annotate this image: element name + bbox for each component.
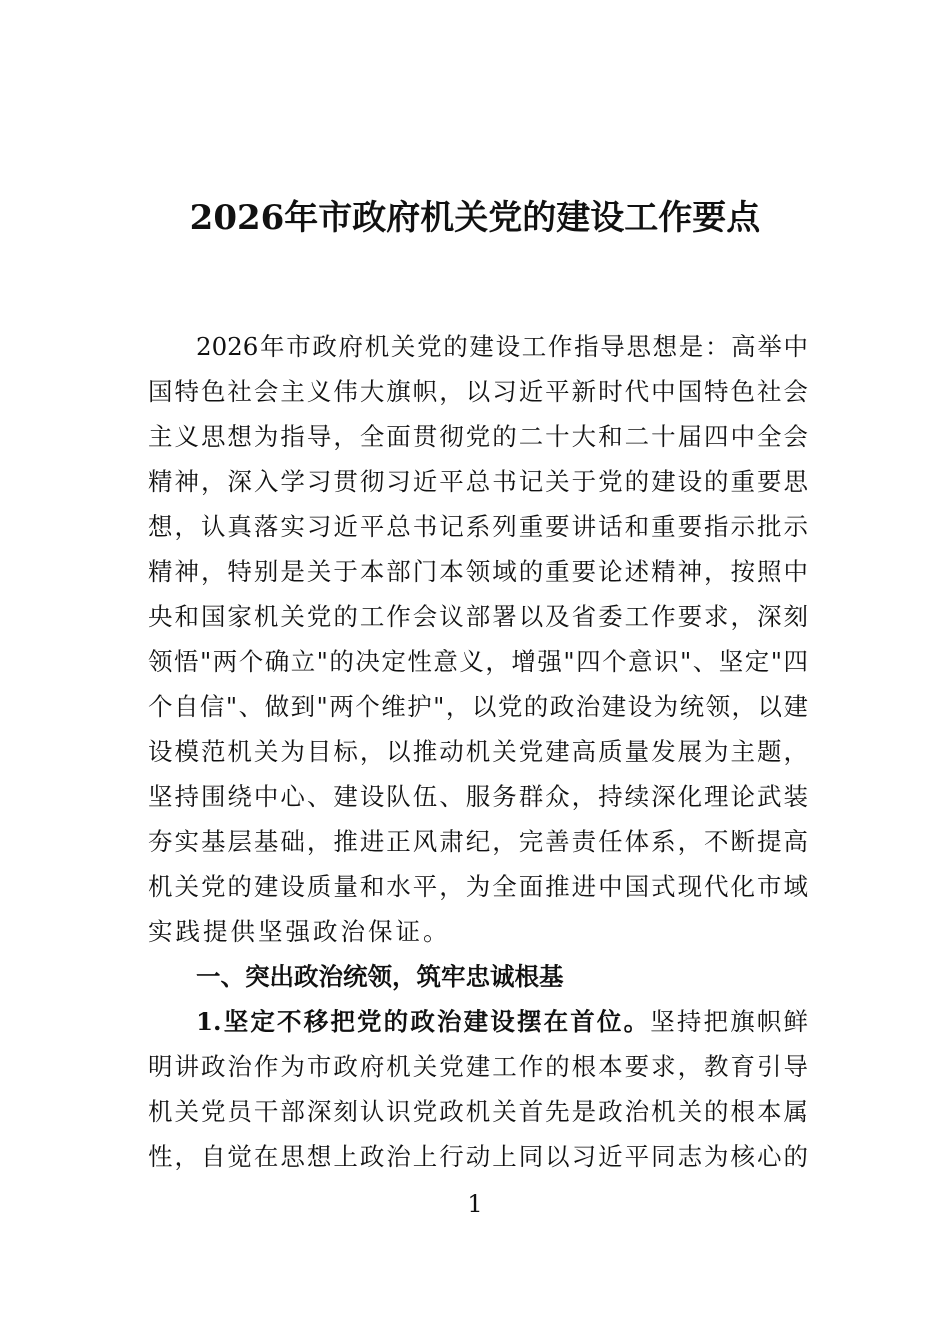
paragraph-line: 国特色社会主义伟大旗帜，以习近平新时代中国特色社会 <box>148 377 808 406</box>
paragraph-line: 机关党员干部深刻认识党政机关首先是政治机关的根本属 <box>148 1097 808 1126</box>
item-lead-rest: 坚持把旗帜鲜 <box>650 1007 809 1036</box>
paragraph-line: 明讲政治作为市政府机关党建工作的根本要求，教育引导 <box>148 1052 808 1081</box>
page-number: 1 <box>467 1190 483 1218</box>
paragraph-line: 主义思想为指导，全面贯彻党的二十大和二十届四中全会 <box>148 422 808 451</box>
item-first-line <box>196 999 808 1044</box>
paragraph-line: 夯实基层基础，推进正风肃纪，完善责任体系，不断提高 <box>148 827 808 856</box>
paragraph-line: 领悟"两个确立"的决定性意义，增强"四个意识"、坚定"四 <box>148 647 808 676</box>
paragraph-line: 精神，深入学习贯彻习近平总书记关于党的建设的重要思 <box>148 467 808 496</box>
paragraph-line: 设模范机关为目标，以推动机关党建高质量发展为主题， <box>148 737 808 766</box>
item-lead-bold: 1.坚定不移把党的政治建设摆在首位。 <box>196 1007 651 1036</box>
paragraph-line: 坚持围绕中心、建设队伍、服务群众，持续深化理论武装 <box>148 782 808 811</box>
paragraph-line: 实践提供坚强政治保证。 <box>148 917 451 946</box>
section-heading: 一、突出政治统领，筑牢忠诚根基 <box>196 962 564 991</box>
paragraph-line: 2026年市政府机关党的建设工作指导思想是：高举中 <box>196 332 808 361</box>
paragraph-line: 央和国家机关党的工作会议部署以及省委工作要求，深刻 <box>148 602 808 631</box>
paragraph-line: 个自信"、做到"两个维护"，以党的政治建设为统领，以建 <box>148 692 808 721</box>
paragraph-line: 性，自觉在思想上政治上行动上同以习近平同志为核心的 <box>148 1142 808 1171</box>
document-title: 2026年市政府机关党的建设工作要点 <box>189 198 761 238</box>
paragraph-line: 想，认真落实习近平总书记系列重要讲话和重要指示批示 <box>148 512 808 541</box>
paragraph-line: 机关党的建设质量和水平，为全面推进中国式现代化市域 <box>148 872 808 901</box>
paragraph-line: 精神，特别是关于本部门本领域的重要论述精神，按照中 <box>148 557 808 586</box>
